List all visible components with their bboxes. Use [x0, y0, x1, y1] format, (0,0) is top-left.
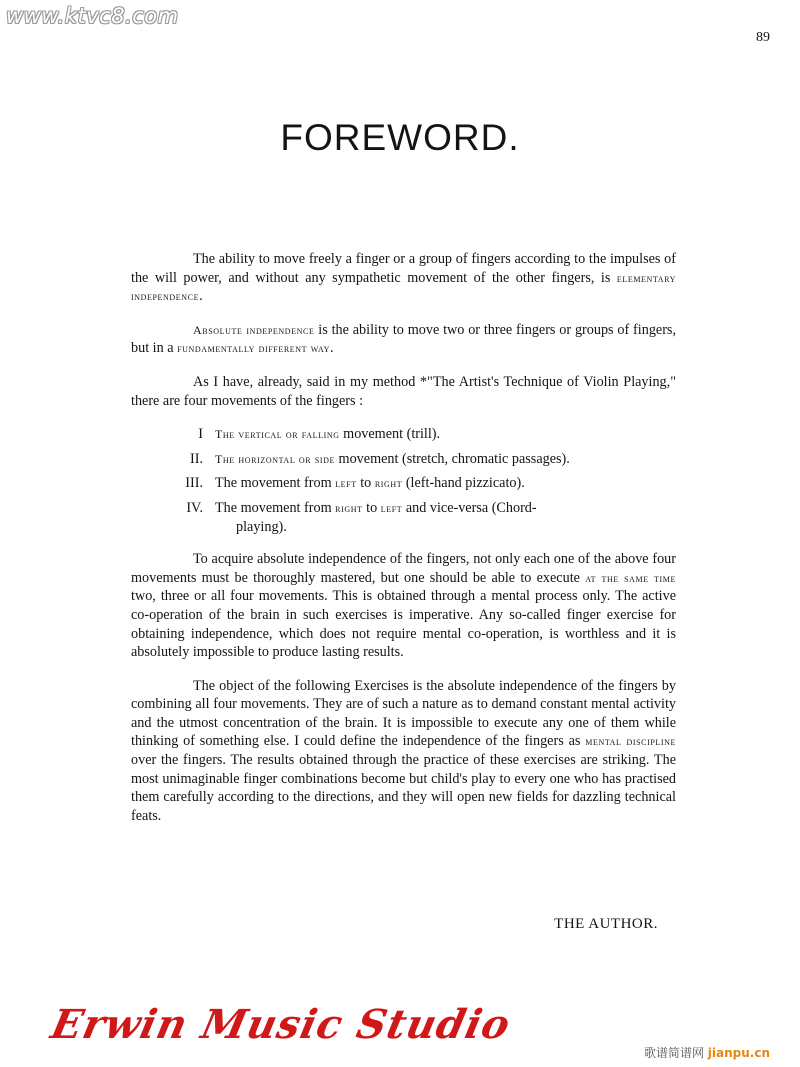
small-caps-term: at the same time [585, 570, 676, 585]
text: to [356, 475, 375, 492]
text: . [199, 288, 203, 305]
text: to [362, 499, 381, 516]
studio-logo: Erwin Music Studio [47, 1001, 515, 1048]
list-item [131, 425, 676, 444]
movement-number: IV. [186, 499, 203, 516]
list-item [131, 450, 676, 469]
paragraph-elementary-independence [131, 250, 676, 306]
movement-text [215, 499, 676, 536]
small-caps-term: left [380, 500, 403, 515]
text: (left-hand pizzicato). [402, 475, 525, 492]
movement-text [215, 474, 676, 493]
text: As I have, already, said in my method *"The Artist's Technique of Violin Playing," there are four movements of the fingers : [131, 373, 676, 409]
text: The ability to move freely a finger or a group of fingers according to the impulses of the will power, and without any sympathetic movement of the other fingers, is [131, 251, 676, 286]
movements-list [131, 425, 676, 536]
movement-number: III. [185, 475, 203, 492]
text: . [330, 340, 334, 357]
text: playing). [236, 518, 287, 535]
paragraph-acquire-independence [131, 550, 676, 662]
small-caps-term: mental discipline [585, 734, 676, 749]
text: To acquire absolute independence of the fingers, not only each one of the above four movements must be thoroughly mastered, but one should be able to execute [131, 551, 676, 586]
text: The movement from [215, 499, 336, 516]
small-caps-term: The horizontal or side [215, 451, 335, 466]
site-name: 歌谱简谱网 [643, 1046, 704, 1060]
movement-text [215, 450, 676, 469]
text: The movement from [215, 475, 336, 492]
page-number: 89 [756, 30, 770, 45]
small-caps-term: fundamentally different way [177, 341, 331, 356]
small-caps-term: Absolute independence [193, 322, 315, 337]
site-url: jianpu.cn [707, 1046, 770, 1060]
small-caps-term: right [374, 476, 403, 491]
small-caps-term: left [335, 476, 357, 491]
foreword-body [131, 250, 676, 840]
small-caps-term: right [335, 500, 363, 515]
text: is the ability to move two or three fingers or groups of fingers, but in a [131, 321, 677, 357]
text: The object of the following Exercises is the absolute independence of the fingers by combining all four movements. They are of such a nature as to demand constant mental activity and the utmost concentration of the brain. It is impossible to execute any one of them while thinking of something else. I could define the independence of the fingers as [131, 677, 676, 750]
text: movement (stretch, chromatic passages). [335, 450, 570, 467]
small-caps-term: The vertical or falling [215, 427, 340, 442]
text: and vice-versa (Chord- [402, 499, 537, 516]
text: movement (trill). [339, 426, 441, 443]
movement-number: I [198, 426, 203, 443]
page-title: FOREWORD. [280, 116, 520, 158]
paragraph-absolute-independence [131, 321, 676, 358]
paragraph-four-movements-intro [131, 373, 676, 410]
list-item [131, 499, 676, 536]
paragraph-exercises-object [131, 677, 676, 826]
watermark-top: www.ktvc8.com [6, 4, 179, 28]
text: over the fingers. The results obtained through the practice of these exercises are striking. The most unimaginable finger combinations become but child's play to every one who has practised them carefully according to the directions, and they will open new fields for dazzling technical feats. [131, 752, 676, 824]
list-item [131, 474, 676, 493]
small-caps-term: elementary independence [131, 270, 676, 304]
movement-number: II. [190, 450, 203, 467]
movement-text [215, 425, 676, 444]
author-signature: THE AUTHOR. [554, 916, 658, 932]
site-watermark [644, 1044, 770, 1061]
text: two, three or all four movements. This is obtained through a mental process only. The active co-operation of the brain in such exercises is imperative. Any so-called finger exercise for obtaining independence, which does not require mental co-operation, is worthless and it is absolutely impossible to produce lasting results. [131, 588, 676, 661]
